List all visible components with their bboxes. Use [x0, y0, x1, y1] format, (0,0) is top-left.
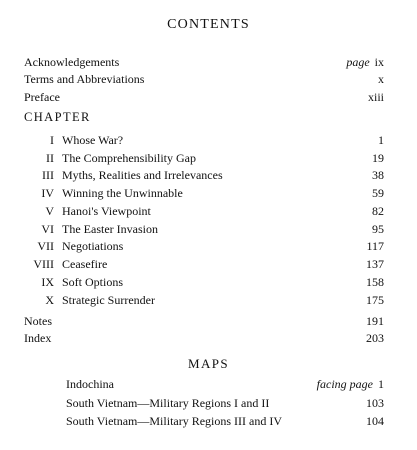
chapter-title: Soft Options [62, 275, 124, 289]
entry-title: Notes [24, 314, 52, 328]
toc-chapter-5 [20, 203, 384, 219]
chapter-page: 95 [372, 222, 384, 236]
toc-chapter-6 [20, 221, 384, 237]
chapter-page: 137 [366, 257, 384, 271]
toc-entry-notes [24, 313, 384, 329]
chapter-title: Winning the Unwinnable [62, 186, 183, 200]
chapter-label: CHAPTER [24, 110, 91, 124]
map-title: Indochina [66, 377, 114, 391]
maps-heading: MAPS [187, 356, 229, 371]
chapter-page: 38 [372, 168, 384, 182]
toc-entry-index [24, 330, 384, 346]
chapter-title: Hanoi's Viewpoint [62, 204, 151, 218]
map-title: South Vietnam—Military Regions I and II [66, 396, 270, 410]
chapter-title: Myths, Realities and Irrelevances [62, 168, 223, 182]
map-entry-indochina [66, 376, 384, 392]
map-page: 104 [366, 414, 384, 428]
toc-chapter-2 [20, 150, 384, 166]
page-prefix: page [346, 55, 370, 69]
toc-entry-terms [24, 71, 384, 87]
chapter-numeral: II [46, 151, 54, 165]
chapter-title: Ceasefire [62, 257, 108, 271]
toc-chapter-10 [20, 292, 384, 308]
chapter-numeral: IV [41, 186, 54, 200]
entry-title: Terms and Abbreviations [24, 72, 145, 86]
toc-chapter-3 [20, 167, 384, 183]
toc-entry-acknowledgements [24, 54, 384, 70]
toc-chapter-8 [20, 256, 384, 272]
contents-heading: CONTENTS [167, 17, 250, 32]
page-number: 1 [378, 377, 384, 391]
chapter-title: Negotiations [62, 239, 124, 253]
page-number: ix [374, 55, 384, 69]
toc-entry-preface [24, 89, 384, 105]
chapter-page: 117 [366, 239, 384, 253]
chapter-numeral: VII [37, 239, 54, 253]
chapter-title: Strategic Surrender [62, 293, 155, 307]
entry-page: xiii [367, 90, 384, 104]
page-prefix: facing page [316, 377, 373, 391]
toc-chapter-7 [20, 238, 384, 254]
entry-page: x [378, 72, 384, 86]
chapter-numeral: VIII [33, 257, 54, 271]
map-entry-regions-3-4 [66, 413, 384, 429]
entry-title: Acknowledgements [24, 55, 120, 69]
toc-chapter-9 [20, 274, 384, 290]
chapter-numeral: X [45, 293, 54, 307]
chapter-numeral: I [50, 133, 54, 147]
chapter-page: 19 [372, 151, 384, 165]
chapter-numeral: IX [41, 275, 54, 289]
map-entry-regions-1-2 [66, 395, 384, 411]
chapter-title: The Easter Invasion [62, 222, 158, 236]
entry-title: Preface [24, 90, 60, 104]
entry-page [346, 54, 384, 70]
entry-page: 203 [366, 331, 384, 345]
chapter-title: Whose War? [62, 133, 124, 147]
map-page: 103 [366, 396, 384, 410]
chapter-page: 82 [372, 204, 384, 218]
toc-chapter-1 [20, 132, 384, 148]
map-page [317, 376, 384, 392]
chapter-page: 59 [372, 186, 384, 200]
toc-chapter-4 [20, 185, 384, 201]
chapter-page: 158 [366, 275, 384, 289]
map-title: South Vietnam—Military Regions III and IV [66, 414, 283, 428]
chapter-numeral: V [45, 204, 54, 218]
entry-title: Index [24, 331, 52, 345]
chapter-page: 175 [366, 293, 384, 307]
chapter-page: 1 [378, 133, 384, 147]
entry-page: 191 [366, 314, 384, 328]
chapter-numeral: III [42, 168, 54, 182]
chapter-title: The Comprehensibility Gap [62, 151, 196, 165]
chapter-numeral: VI [41, 222, 54, 236]
